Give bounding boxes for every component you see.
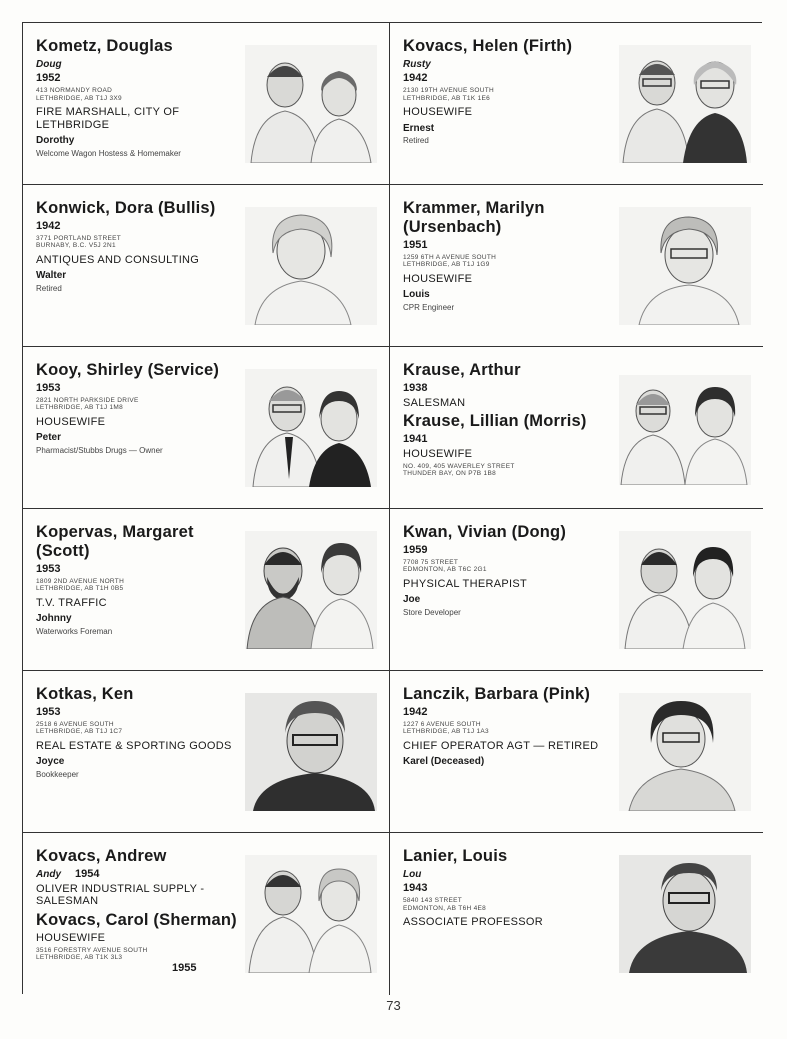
entry-occupation: ANTIQUES AND CONSULTING [36,253,200,266]
entry-address-line2: LETHBRIDGE, AB T1J 1A3 [403,728,489,736]
entry-spouse: Louis [403,289,430,301]
entry-address-line2: LETHBRIDGE, AB T1J 1M8 [36,404,124,412]
entry-name: Kovacs, Helen (Firth) [403,37,573,55]
entry-address-line1: 3771 PORTLAND STREET [36,234,121,242]
entry-spouse-occupation: Welcome Wagon Hostess & Homemaker [36,148,181,158]
entry-spouse-occupation: Store Developer [403,607,461,617]
directory-entry [390,23,763,185]
entry-occupation: PHYSICAL THERAPIST [403,577,527,590]
entry-name: Krammer, Marilyn (Ursenbach) [403,199,545,236]
entry-address-line2: THUNDER BAY, ON P7B 1B8 [403,469,496,477]
directory-entry [23,509,390,671]
entry-occupation: HOUSEWIFE [403,106,473,119]
entry-address-line1: 413 NORMANDY ROAD [36,87,113,95]
portrait-photo [619,855,751,973]
entry-spouse: Dorothy [36,135,75,147]
entry-address-line2: LETHBRIDGE, AB T1H 0B5 [36,585,124,593]
entry-nickname: Rusty [403,58,431,70]
entry-year: 1942 [403,72,428,85]
entry-spouse: Karel (Deceased) [403,756,485,768]
entry-spouse-occupation: Pharmacist/Stubbs Drugs — Owner [36,445,163,455]
directory-entry [23,185,390,347]
entry-year: 1938 [403,381,428,394]
portrait-photo [619,693,751,811]
entry-name: Lanczik, Barbara (Pink) [403,685,591,703]
entry-name: Kopervas, Margaret (Scott) [36,523,194,560]
entry-address-line1: 7708 75 STREET [403,558,459,566]
entry-address-line2: EDMONTON, AB T6H 4E8 [403,904,487,912]
entry-year: 1953 [36,381,61,394]
couple-photo [245,531,377,649]
portrait-photo [245,693,377,811]
entry-year: 1942 [403,705,428,718]
entry-occupation: HOUSEWIFE [36,415,106,428]
entry-year-second: 1955 [172,962,197,974]
entry-spouse: Joyce [36,756,65,768]
entry-address-line2: BURNABY, B.C. V5J 2N1 [36,242,116,250]
entry-occupation: CHIEF OPERATOR AGT — RETIRED [403,739,599,752]
entry-name: Kwan, Vivian (Dong) [403,523,567,541]
entry-spouse: Ernest [403,122,435,134]
entry-spouse: Johnny [36,613,72,625]
entry-occupation: REAL ESTATE & SPORTING GOODS [36,739,232,752]
directory-entry [23,347,390,509]
entry-address-line1: 2518 6 AVENUE SOUTH [36,720,114,728]
entry-address-line1: NO. 409, 405 WAVERLEY STREET [403,462,515,470]
couple-photo [245,45,377,163]
couple-photo [619,45,751,163]
entry-name: Kovacs, Andrew [36,847,167,865]
entry-year: 1943 [403,882,428,895]
entry-nickname: Andy [36,868,61,880]
entry-spouse-occupation: Bookkeeper [36,769,79,779]
entry-name: Kotkas, Ken [36,685,134,703]
entry-year: 1953 [36,562,61,575]
entry-spouse: Walter [36,270,67,282]
entry-address-line1: 5840 143 STREET [403,897,463,905]
directory-entry [390,833,763,995]
entry-name: Kooy, Shirley (Service) [36,361,220,379]
entry-spouse: Joe [403,594,421,606]
entry-spouse-occupation: Retired [403,136,429,146]
entry-nickname: Lou [403,868,422,880]
directory-entry [390,671,763,833]
entry-name-second: Krause, Lillian (Morris) [403,412,587,431]
entry-occupation: T.V. TRAFFIC [36,596,107,609]
entry-address-line2: LETHBRIDGE, AB T1J 1C7 [36,728,123,736]
entry-address-line1: 1259 6TH A AVENUE SOUTH [403,253,497,261]
entry-occupation-second: HOUSEWIFE [36,931,106,944]
portrait-photo [619,207,751,325]
entry-year: 1954 [75,867,100,880]
entry-address-line2: LETHBRIDGE, AB T1K 3L3 [36,953,123,961]
directory-entry [23,23,390,185]
entry-name: Kometz, Douglas [36,37,173,55]
directory-entry [23,671,390,833]
entry-occupation: FIRE MARSHALL, CITY OF LETHBRIDGE [36,106,180,131]
entry-spouse-occupation: Waterworks Foreman [36,626,113,636]
directory-entry [390,185,763,347]
portrait-photo [245,207,377,325]
entry-address-line1: 2130 19TH AVENUE SOUTH [403,87,495,95]
directory-entry [390,347,763,509]
entry-name-second: Kovacs, Carol (Sherman) [36,910,237,929]
entry-address-line1: 1227 6 AVENUE SOUTH [403,720,481,728]
entry-address-line2: LETHBRIDGE, AB T1J 1G9 [403,261,490,269]
couple-photo [619,375,751,485]
entry-address-line2: EDMONTON, AB T6C 2G1 [403,566,487,574]
couple-photo [619,531,751,649]
entry-address-line1: 1809 2ND AVENUE NORTH [36,577,125,585]
entry-year: 1959 [403,543,428,556]
entry-name: Lanier, Louis [403,847,508,865]
entry-year: 1951 [403,238,428,251]
entry-spouse: Peter [36,432,62,444]
entry-occupation: HOUSEWIFE [403,272,473,285]
entry-occupation: OLIVER INDUSTRIAL SUPPLY - SALESMAN [36,882,205,908]
directory-grid [22,22,762,994]
entry-year: 1953 [36,705,61,718]
entry-address-line2: LETHBRIDGE, AB T1J 3X9 [36,94,122,102]
entry-name: Konwick, Dora (Bullis) [36,199,216,217]
directory-entry [390,509,763,671]
couple-photo [245,369,377,487]
entry-spouse-occupation: CPR Engineer [403,302,455,312]
entry-occupation: ASSOCIATE PROFESSOR [403,916,543,929]
entry-year: 1942 [36,219,61,232]
entry-spouse-occupation: Retired [36,283,62,293]
entry-year: 1952 [36,72,61,85]
entry-address-line1: 2821 NORTH PARKSIDE DRIVE [36,396,139,404]
directory-entry [23,833,390,995]
entry-address-line2: LETHBRIDGE, AB T1K 1E6 [403,94,491,102]
page-number: 73 [386,998,401,1013]
entry-year-second: 1941 [403,433,428,446]
entry-occupation: SALESMAN [403,396,466,409]
couple-photo [245,855,377,973]
entry-occupation-second: HOUSEWIFE [403,447,473,460]
entry-name: Krause, Arthur [403,361,521,379]
entry-nickname: Doug [36,58,62,70]
entry-address-line1: 3516 FORESTRY AVENUE SOUTH [36,946,148,954]
